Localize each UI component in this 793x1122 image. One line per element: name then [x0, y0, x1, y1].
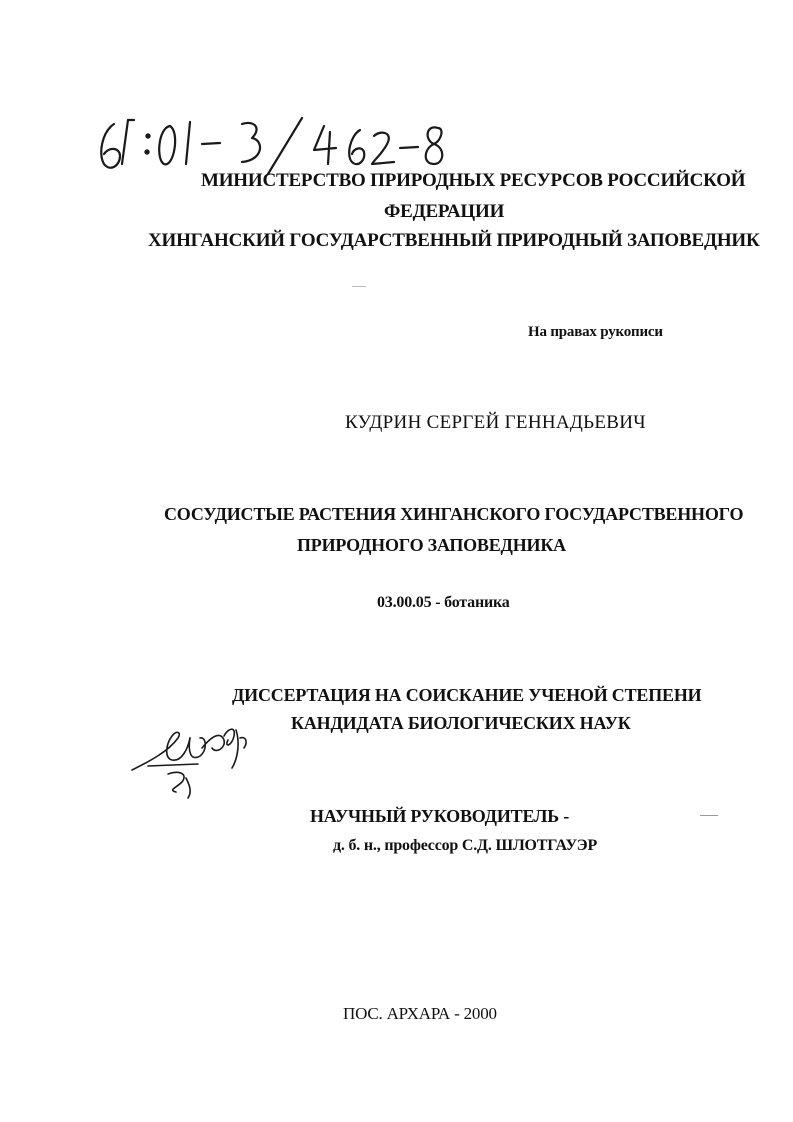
author-name: КУДРИН СЕРГЕЙ ГЕННАДЬЕВИЧ: [345, 412, 646, 433]
place-and-year: ПОС. АРХАРА - 2000: [343, 1004, 497, 1023]
handwritten-signature: [128, 708, 258, 803]
supervisor-label: НАУЧНЫЙ РУКОВОДИТЕЛЬ -: [310, 806, 570, 826]
reserve-name: ХИНГАНСКИЙ ГОСУДАРСТВЕННЫЙ ПРИРОДНЫЙ ЗАПОВЕДНИК: [148, 230, 760, 251]
degree-line-1: ДИССЕРТАЦИЯ НА СОИСКАНИЕ УЧЕНОЙ СТЕПЕНИ: [232, 685, 702, 705]
scan-speck-right: [700, 815, 718, 816]
degree-line-2: КАНДИДАТА БИОЛОГИЧЕСКИХ НАУК: [291, 713, 631, 733]
dissertation-title-line-1: СОСУДИСТЫЕ РАСТЕНИЯ ХИНГАНСКОГО ГОСУДАРСТВЕННОГО: [164, 504, 744, 524]
ministry-line-1: МИНИСТЕРСТВО ПРИРОДНЫХ РЕСУРСОВ РОССИЙСКОЙ: [201, 170, 746, 191]
scan-speck: [352, 286, 366, 287]
manuscript-rights: На правах рукописи: [528, 324, 663, 340]
dissertation-title-line-2: ПРИРОДНОГО ЗАПОВЕДНИКА: [297, 535, 566, 555]
ministry-line-2: ФЕДЕРАЦИИ: [384, 201, 505, 222]
supervisor-name: д. б. н., профессор С.Д. ШЛОТГАУЭР: [333, 837, 598, 854]
specialty: 03.00.05 - ботаника: [377, 594, 510, 611]
